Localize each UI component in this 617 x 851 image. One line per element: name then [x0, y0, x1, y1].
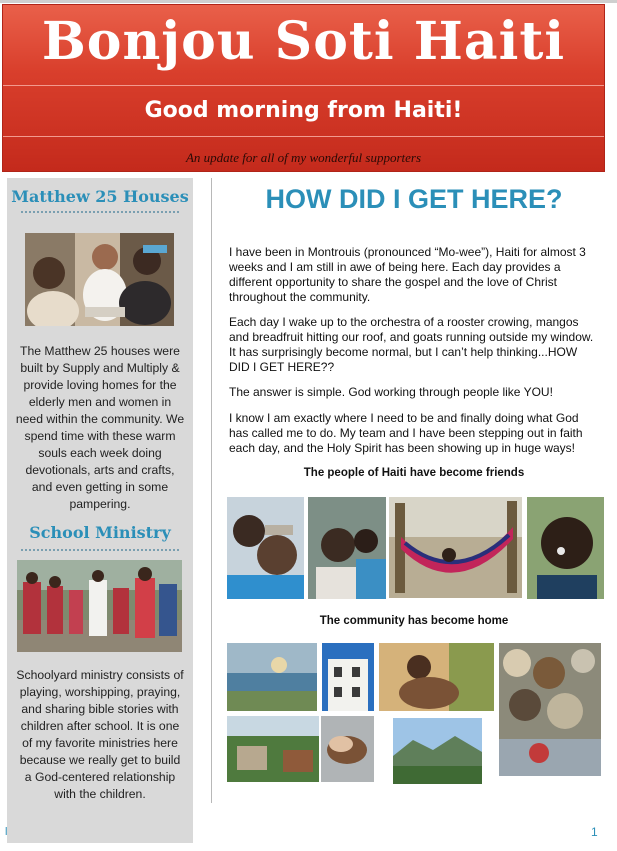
sidebar-text-matthew25: The Matthew 25 houses were built by Supply and Multiply & provide loving homes for the elderly men and women in need within the community. We spend time with these warm souls each week doing devotionals, arts and crafts, and even getting in some pampering. — [15, 344, 185, 511]
photo-community-beach — [227, 643, 317, 711]
sidebar-text-school: Schoolyard ministry consists of playing, worshipping, praying, and sharing bible stories with children after school. It is one of my favorite ministries here because we really get to build a God-centered relationship with the children. — [16, 668, 184, 801]
photo-friends-1 — [227, 497, 304, 599]
photo-schoolyard — [17, 560, 182, 652]
article-paragraph: I know I am exactly where I need to be and finally doing what God has called me to do. My team and I have been stepping out in faith each day, and the Holy Spirit has been showing up in huge ways! — [229, 411, 583, 455]
photo-friends-3 — [527, 497, 604, 599]
photo-community-house — [322, 643, 374, 711]
article-paragraph: The answer is simple. God working through people like YOU! — [229, 385, 553, 399]
newsletter-banner — [2, 4, 605, 172]
article-paragraph: I have been in Montrouis (pronounced “Mo-wee”), Haiti for almost 3 weeks and I am still in awe of being here. Each day provides a different opportunity to share the gospel and the love of Christ throughout the community. — [229, 245, 586, 304]
photo-community-child — [379, 643, 494, 711]
sidebar — [7, 178, 193, 843]
sidebar-heading-school: School Ministry — [29, 523, 171, 542]
caption-friends: The people of Haiti have become friends — [303, 467, 525, 479]
photo-community-rocks — [499, 643, 601, 776]
banner-divider — [3, 136, 604, 137]
newsletter-subtitle: Good morning from Haiti! — [144, 98, 463, 123]
column-divider — [211, 178, 212, 803]
photo-community-hands — [321, 716, 374, 782]
dotted-divider — [21, 549, 179, 551]
newsletter-tagline: An update for all of my wonderful supporters — [185, 150, 422, 165]
footer-mark: l — [5, 826, 8, 838]
photo-matthew25-visit — [25, 233, 174, 326]
article-title: HOW DID I GET HERE? — [265, 184, 563, 214]
dotted-divider — [21, 211, 179, 213]
caption-community: The community has become home — [319, 615, 509, 627]
article-paragraph: Each day I wake up to the orchestra of a rooster crowing, mangos and breadfruit hitting our roof, and goats running outside my window. It has surprisingly become normal, but I can’t help thinking...HOW DID I GET HERE?? — [229, 315, 594, 374]
top-rule — [0, 0, 617, 3]
page-number: 1 — [591, 825, 598, 839]
photo-friends-2 — [308, 497, 386, 599]
photo-community-mountains — [393, 718, 482, 784]
banner-divider — [3, 85, 604, 86]
newsletter-title: Bonjou Soti Haiti — [41, 11, 566, 72]
sidebar-heading-matthew25: Matthew 25 Houses — [11, 187, 189, 206]
photo-community-street — [227, 716, 319, 782]
photo-friends-hammock — [389, 497, 522, 598]
